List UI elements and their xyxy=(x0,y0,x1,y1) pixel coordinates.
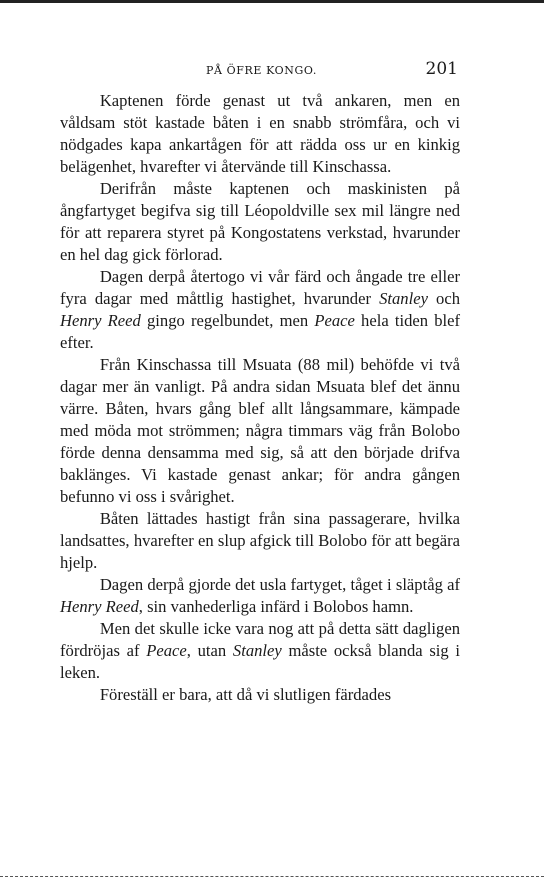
page-header xyxy=(60,59,460,82)
ship-name: Peace xyxy=(314,311,355,330)
paragraph: Kaptenen förde genast ut två ankaren, men en våldsam stöt kastade båten i en snabb strömfåra, och vi nödgades kapa ankartågen för att rädda oss ur en kinkig belägenhet, hvarefter vi återvände till Kinschassa. xyxy=(60,91,460,176)
page-body xyxy=(60,90,460,706)
page-top-edge xyxy=(0,0,544,3)
ship-name: Stanley xyxy=(232,641,282,660)
paragraph: Dagen derpå återtogo vi vår färd och ångade tre eller fyra dagar med måttlig hastighet, hvarunder Stanley och Henry Reed gingo regelbundet, men Peace hela tiden blef efter. xyxy=(60,267,461,352)
paragraph: Dagen derpå gjorde det usla fartyget, tåget i släptåg af Henry Reed, sin vanhederliga infärd i Bolobos hamn. xyxy=(60,575,460,616)
paragraph: Men det skulle icke vara nog att på detta sätt dagligen fördröjas af Peace, utan Stanley måste också blanda sig i leken. xyxy=(60,619,461,682)
paragraph: Från Kinschassa till Msuata (88 mil) behöfde vi två dagar mer än vanligt. På andra sidan Msuata blef det ännu värre. Båten, hvars gång blef allt långsammare, kämpade med möda mot strömmen; några timmars väg från Bolobo förde denna densamma med sig, så att den började drifva baklänges. Vi kastade genast ankar; för andra gången befunno vi oss i svårighet. xyxy=(60,355,460,506)
ship-name: Peace xyxy=(146,641,187,660)
ship-name: Stanley xyxy=(379,289,428,308)
ship-name: Henry Reed xyxy=(60,597,139,616)
page-number: 201 xyxy=(425,59,458,79)
ship-name: Henry Reed xyxy=(60,311,141,330)
paragraph: Föreställ er bara, att då vi slutligen färdades xyxy=(99,685,392,704)
page-bottom-edge xyxy=(0,876,544,877)
running-title: PÅ ÖFRE KONGO. xyxy=(206,64,317,77)
paragraph: Båten lättades hastigt från sina passagerare, hvilka landsattes, hvarefter en slup afgick till Bolobo för att begära hjelp. xyxy=(60,509,460,572)
paragraph: Derifrån måste kaptenen och maskinisten på ångfartyget begifva sig till Léopoldville sex mil längre ned för att reparera styret på Kongostatens verkstad, hvarunder en hel dag gick förlorad. xyxy=(60,179,460,264)
